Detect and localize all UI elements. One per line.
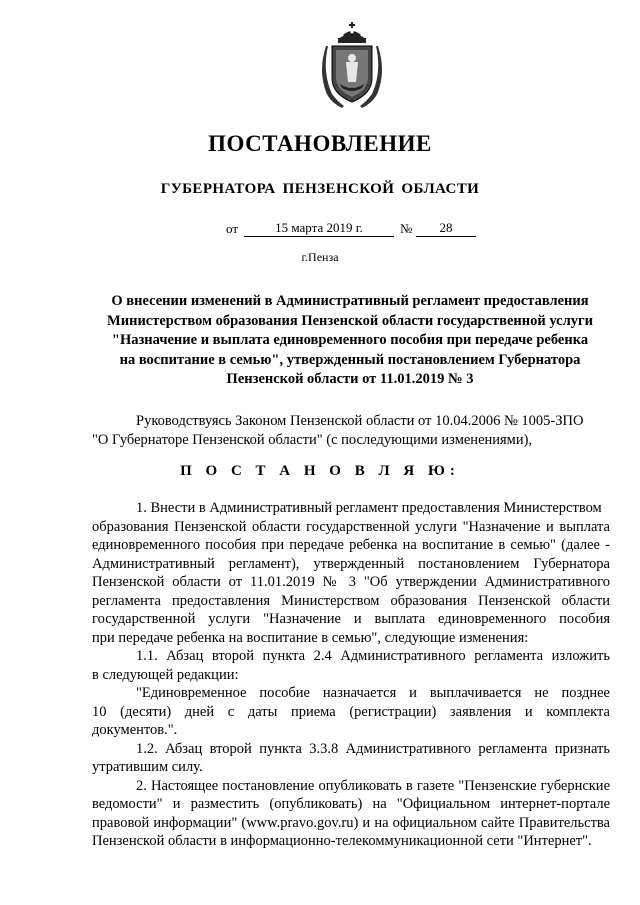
heading-line: О внесении изменений в Административный регламент предоставления [111, 293, 589, 309]
document-body [92, 499, 610, 851]
heading-line: Министерством образования Пензенской области государственной услуги [107, 312, 593, 329]
date-number-line [0, 219, 640, 241]
body-line: Пензенской области от 11.01.2019 № 3 "Об утверждении Административного [92, 574, 610, 590]
document-title: ПОСТАНОВЛЕНИЕ [208, 131, 432, 156]
city-name: г.Пенза [301, 250, 339, 264]
body-line: документов.". [92, 722, 178, 738]
date-value: 15 марта 2019 г. [244, 221, 394, 237]
body-line: Пензенской области в информационно-телекоммуникационной сети "Интернет". [92, 833, 592, 849]
date-label: от [226, 221, 239, 236]
body-line: 1. Внести в Административный регламент предоставления Министерством [136, 500, 602, 516]
heading-line: "Назначение и выплата единовременного пособия при передаче ребенка [111, 332, 589, 348]
document-heading [80, 292, 620, 390]
body-line: Административный регламент), утвержденный постановлением Губернатора [92, 555, 610, 572]
preamble-line: "О Губернаторе Пензенской области" (с последующими изменениями), [92, 431, 533, 448]
body-line: "Единовременное пособие назначается и выплачивается не позднее [136, 685, 610, 701]
body-line: ведомости" и разместить (опубликовать) на "Официальном интернет-портале [92, 796, 610, 812]
body-line: в следующей редакции: [92, 666, 239, 683]
penza-coat-of-arms-icon [318, 22, 386, 110]
document-subtitle: ГУБЕРНАТОРА ПЕНЗЕНСКОЙ ОБЛАСТИ [160, 181, 480, 197]
body-line: 1.2. Абзац второй пункта 3.3.8 Административного регламента признать [136, 740, 610, 757]
heading-line: на воспитание в семью", утвержденный постановлением Губернатора [119, 351, 581, 368]
body-line: 1.1. Абзац второй пункта 2.4 Административного регламента изложить [136, 648, 610, 664]
body-line: образования Пензенской области государственной услуги "Назначение и выплата [92, 518, 610, 535]
body-line: государственной услуги "Назначение и выплата единовременного пособия [92, 611, 610, 627]
heading-line: Пензенской области от 11.01.2019 № 3 [226, 371, 474, 387]
decree-word: П О С Т А Н О В Л Я Ю: [180, 463, 460, 479]
body-line: утратившим силу. [92, 759, 203, 775]
preamble-line: Руководствуясь Законом Пензенской области от 10.04.2006 № 1005-ЗПО [136, 413, 584, 429]
body-line: 2. Настоящее постановление опубликовать в газете "Пензенские губернские [136, 777, 610, 794]
number-value: 28 [416, 221, 476, 237]
body-line: регламента предоставления Министерством образования Пензенской области [92, 592, 610, 609]
body-line: при передаче ребенка на воспитание в семью", следующие изменения: [92, 629, 529, 646]
body-line: 10 (десяти) дней с даты приема (регистрации) заявления и комплекта [92, 703, 610, 720]
body-line: единовременного пособия при передаче ребенка на воспитание в семью" (далее - [92, 537, 610, 553]
preamble [92, 412, 610, 449]
body-line: правовой информации" (www.pravo.gov.ru) и на официальном сайте Правительства [92, 814, 610, 831]
number-label: № [400, 221, 413, 236]
